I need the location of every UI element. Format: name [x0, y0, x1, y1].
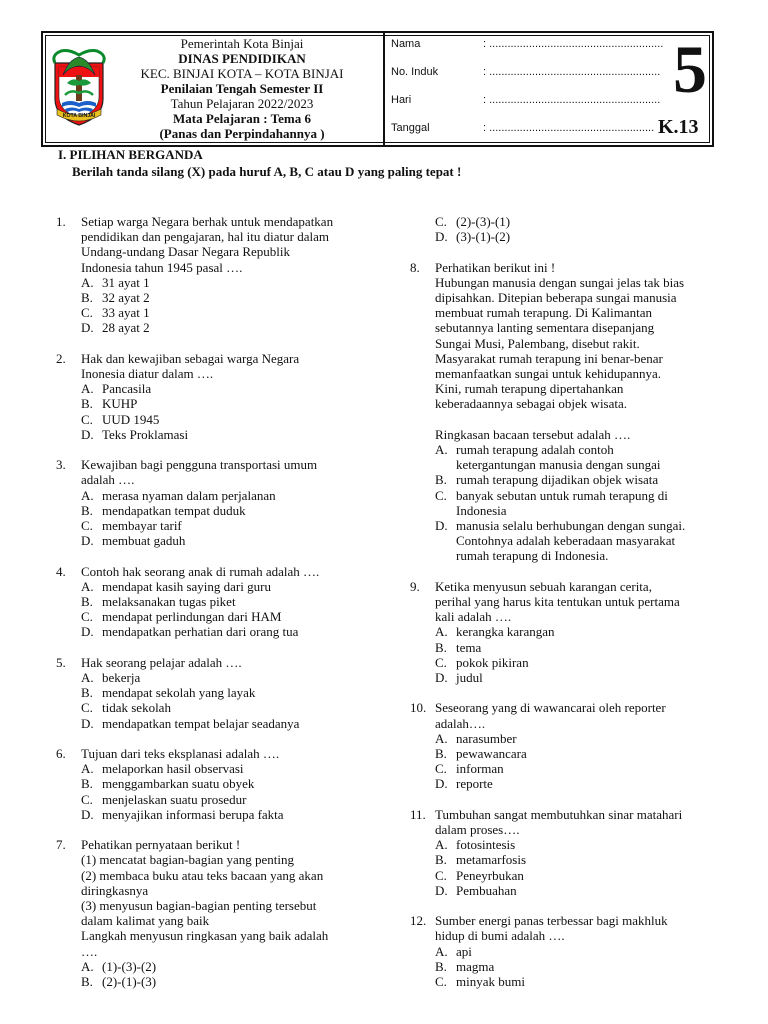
question-number: 9. [410, 578, 420, 594]
question-item [410, 579, 740, 685]
option-text: melaksanakan tugas piket [102, 594, 236, 610]
section-title: I. PILIHAN BERGANDA [58, 147, 203, 162]
option-text: reporte [456, 776, 493, 792]
option-letter: B. [435, 852, 447, 868]
question-number: 12. [410, 913, 427, 929]
option-text: (2)-(3)-(1) [456, 214, 511, 229]
question-text-line: Seseorang yang di wawancarai oleh reporter [435, 700, 666, 716]
answer-option[interactable] [81, 412, 386, 427]
answer-option[interactable] [81, 381, 386, 396]
question-text-line: Ketika menyusun sebuah karangan cerita, [435, 578, 652, 594]
exam-header [41, 31, 714, 147]
name-label: Nama [391, 38, 421, 50]
question-text-line: adalah …. [81, 472, 135, 488]
question-item [410, 260, 740, 564]
question-number: 3. [56, 457, 66, 473]
option-letter: B. [435, 746, 447, 762]
answer-option[interactable] [435, 442, 740, 472]
option-letter: D. [435, 882, 448, 898]
question-text-line: Tujuan dari teks eksplanasi adalah …. [81, 746, 280, 762]
option-letter: D. [81, 715, 94, 731]
question-text-line: sebutannya lanting sementara disepanjang [435, 320, 655, 336]
answer-option[interactable] [81, 609, 386, 624]
option-letter: A. [435, 730, 448, 746]
answer-option[interactable] [435, 959, 740, 974]
question-text-line: Kewajiban bagi pengguna transportasi umum [81, 457, 318, 473]
question-item [56, 457, 386, 548]
answer-option[interactable] [81, 594, 386, 609]
question-text-line: dipisahkan. Ditepian beberapa sungai manusia [435, 290, 677, 305]
option-text: KUHP [102, 396, 138, 412]
option-letter: C. [81, 700, 93, 716]
option-text: 32 ayat 2 [102, 290, 150, 306]
answer-option[interactable] [81, 579, 386, 594]
answer-option[interactable] [81, 290, 386, 305]
option-text: pokok pikiran [456, 654, 529, 670]
answer-option[interactable] [435, 868, 740, 883]
option-text: Peneyrbukan [456, 867, 524, 883]
question-item [410, 700, 740, 791]
answer-option[interactable] [435, 488, 740, 518]
answer-option[interactable] [435, 472, 740, 487]
question-number: 1. [56, 214, 66, 229]
city-emblem-icon [49, 47, 109, 127]
option-letter: B. [81, 685, 93, 701]
answer-option[interactable] [435, 776, 740, 791]
answer-option[interactable] [81, 396, 386, 411]
option-text: rumah terapung dijadikan objek wisata [456, 472, 659, 488]
answer-option[interactable] [81, 275, 386, 290]
question-body [435, 700, 740, 791]
option-text: UUD 1945 [102, 411, 160, 427]
option-letter: A. [435, 624, 448, 640]
option-text: Pancasila [102, 381, 152, 397]
question-text-line: (2) membaca buku atau teks bacaan yang akan [81, 867, 324, 883]
option-letter: C. [435, 654, 447, 670]
option-text: 28 ayat 2 [102, 320, 150, 336]
question-text-line: Contoh hak seorang anak di rumah adalah …. [81, 563, 320, 579]
answer-option[interactable] [435, 837, 740, 852]
option-text: 33 ayat 1 [102, 305, 150, 321]
academic-year: Tahun Pelajaran 2022/2023 [170, 96, 314, 111]
answer-option[interactable] [435, 640, 740, 655]
question-body [435, 260, 740, 564]
date-value[interactable]: : ...................................................... [483, 122, 655, 134]
option-text: manusia selalu berhubungan dengan sungai. Contohnya adalah keberadaan masyarakat rumah terapung di Indonesia. [456, 518, 686, 564]
option-text: menjelaskan suatu prosedur [102, 791, 247, 807]
option-text: judul [456, 670, 483, 686]
question-text-line: dalam proses…. [435, 822, 520, 838]
option-text: narasumber [456, 730, 517, 746]
option-text: mendapat kasih saying dari guru [102, 578, 271, 594]
option-letter: D. [81, 624, 94, 640]
department-line: DINAS PENDIDIKAN [178, 51, 306, 66]
question-number: 11. [410, 806, 426, 822]
answer-option[interactable] [435, 761, 740, 776]
option-letter: A. [81, 274, 94, 290]
option-letter: A. [435, 837, 448, 853]
option-text: mendapatkan tempat duduk [102, 502, 246, 518]
answer-option[interactable] [435, 518, 740, 564]
option-text: pewawancara [456, 746, 527, 762]
option-letter: D. [81, 320, 94, 336]
question-text-line: (3) menyusun bagian-bagian penting tersebut [81, 898, 317, 914]
answer-option[interactable] [435, 746, 740, 761]
option-text: membuat gaduh [102, 533, 186, 549]
option-text: (3)-(1)-(2) [456, 229, 511, 245]
question-item [56, 351, 386, 442]
question-text-line: Setiap warga Negara berhak untuk mendapatkan [81, 214, 334, 229]
question-body [435, 214, 740, 244]
question-number: 10. [410, 700, 427, 716]
option-letter: D. [435, 518, 448, 534]
question-text-line: memanfaatkan sungai untuk kehidupannya. [435, 366, 661, 382]
question-text-line: Inonesia diatur dalam …. [81, 366, 214, 382]
question-text-line: membuat rumah terapung. Di Kalimantan [435, 305, 652, 321]
question-body [81, 837, 386, 989]
theme-line: (Panas dan Perpindahannya ) [159, 126, 325, 141]
option-text: rumah terapung adalah contoh ketergantungan manusia dengan sungai [456, 442, 661, 473]
government-line: Pemerintah Kota Binjai [180, 36, 304, 51]
option-text: magma [456, 958, 495, 974]
question-text-line: keberadaannya sebagai objek wisata. [435, 396, 628, 412]
question-body [435, 579, 740, 685]
answer-option[interactable] [81, 488, 386, 503]
question-text-line: pendidikan dan pengajaran, hal itu diatur dalam [81, 229, 329, 245]
answer-option[interactable] [81, 974, 386, 989]
question-text-line: Pehatikan pernyataan berikut ! [81, 837, 241, 853]
question-text-line: …. [81, 943, 98, 959]
option-letter: D. [435, 776, 448, 792]
option-letter: D. [81, 533, 94, 549]
option-letter: D. [435, 670, 448, 686]
question-text-line: Ringkasan bacaan tersebut adalah …. [435, 426, 631, 442]
subject-line: Mata Pelajaran : Tema 6 [173, 111, 311, 126]
option-letter: C. [81, 518, 93, 534]
question-text-line: Perhatikan berikut ini ! [435, 259, 556, 275]
option-text: Pembuahan [456, 882, 517, 898]
option-text: fotosintesis [456, 837, 516, 853]
question-item [410, 214, 740, 244]
answer-option[interactable] [435, 214, 740, 229]
option-letter: A. [81, 761, 94, 777]
answer-option[interactable] [81, 518, 386, 533]
option-text: membayar tarif [102, 518, 182, 534]
answer-option[interactable] [81, 685, 386, 700]
question-text-line: perihal yang harus kita tentukan untuk pertama [435, 594, 680, 610]
student-identity [387, 33, 712, 145]
option-letter: C. [435, 761, 447, 777]
question-text-line: Langkah menyusun ringkasan yang baik adalah [81, 928, 329, 944]
option-letter: B. [81, 502, 93, 518]
option-text: Teks Proklamasi [102, 426, 189, 442]
question-body [81, 564, 386, 640]
option-text: menyajikan informasi berupa fakta [102, 806, 284, 822]
option-letter: B. [81, 594, 93, 610]
option-letter: A. [81, 958, 94, 974]
option-letter: C. [435, 487, 447, 503]
answer-option[interactable] [81, 670, 386, 685]
option-letter: C. [435, 214, 447, 229]
option-text: tidak sekolah [102, 700, 171, 716]
question-text-line: Hubungan manusia dengan sungai jelas tak bias [435, 274, 685, 290]
option-text: mendapatkan tempat belajar seadanya [102, 715, 300, 731]
question-text-line: Sumber energi panas terbessar bagi makhluk [435, 913, 668, 929]
answer-option[interactable] [81, 807, 386, 822]
question-text-line: Masyarakat rumah terapung ini benar-benar [435, 350, 663, 366]
answer-option[interactable] [435, 624, 740, 639]
institution-lines [103, 36, 381, 141]
answer-option[interactable] [435, 655, 740, 670]
option-letter: D. [81, 426, 94, 442]
answer-option[interactable] [81, 700, 386, 715]
question-number: 4. [56, 563, 66, 579]
question-number: 7. [56, 837, 66, 853]
answer-option[interactable] [81, 776, 386, 791]
class-number: 5 [673, 31, 707, 107]
question-item [410, 913, 740, 989]
curriculum-code: K.13 [658, 116, 699, 138]
option-letter: B. [81, 290, 93, 306]
option-letter: C. [435, 867, 447, 883]
option-text: melaporkan hasil observasi [102, 761, 244, 777]
option-text: bekerja [102, 670, 141, 686]
answer-option[interactable] [435, 670, 740, 685]
day-label: Hari [391, 94, 412, 106]
option-letter: C. [81, 791, 93, 807]
section-instruction: Berilah tanda silang (X) pada huruf A, B, C atau D yang paling tepat ! [72, 164, 462, 179]
day-value[interactable]: : ........................................................ [483, 94, 661, 106]
option-text: mendapat sekolah yang layak [102, 685, 256, 701]
answer-option[interactable] [81, 624, 386, 639]
option-letter: D. [435, 229, 448, 245]
svg-text:KOTA BINJAI: KOTA BINJAI [62, 113, 96, 119]
question-text-line: Hak seorang pelajar adalah …. [81, 654, 242, 670]
answer-option[interactable] [435, 883, 740, 898]
question-item [56, 837, 386, 989]
option-letter: C. [81, 411, 93, 427]
option-letter: B. [435, 639, 447, 655]
option-letter: B. [435, 472, 447, 488]
question-item [56, 655, 386, 731]
option-text: metamarfosis [456, 852, 527, 868]
option-text: tema [456, 639, 482, 655]
option-text: informan [456, 761, 504, 777]
question-text-line: (1) mencatat bagian-bagian yang penting [81, 852, 294, 868]
answer-option[interactable] [435, 974, 740, 989]
option-text: kerangka karangan [456, 624, 555, 640]
question-item [56, 214, 386, 336]
option-text: banyak sebutan untuk rumah terapung di Indonesia [456, 487, 668, 518]
option-letter: A. [81, 670, 94, 686]
answer-option[interactable] [435, 852, 740, 867]
option-letter: C. [435, 974, 447, 990]
option-letter: A. [435, 442, 448, 458]
student-id-label: No. Induk [391, 66, 439, 78]
option-letter: B. [81, 396, 93, 412]
answer-option[interactable] [435, 731, 740, 746]
question-body [435, 807, 740, 898]
header-institution [43, 33, 385, 145]
option-letter: A. [81, 381, 94, 397]
option-text: api [456, 943, 472, 959]
option-text: (1)-(3)-(2) [102, 958, 157, 974]
option-letter: C. [81, 305, 93, 321]
question-text-line: diringkasnya [81, 882, 149, 898]
question-body [81, 351, 386, 442]
question-body [435, 913, 740, 989]
questions-right-column [410, 214, 740, 1004]
question-number: 2. [56, 350, 66, 366]
answer-option[interactable] [81, 792, 386, 807]
option-letter: A. [435, 943, 448, 959]
option-text: 31 ayat 1 [102, 274, 150, 290]
question-body [81, 746, 386, 822]
question-number: 8. [410, 259, 420, 275]
option-letter: A. [81, 578, 94, 594]
student-id-value[interactable]: : ........................................................ [483, 66, 661, 78]
question-text-line: hidup di bumi adalah …. [435, 928, 565, 944]
question-text-line: adalah…. [435, 715, 486, 731]
date-label: Tanggal [391, 122, 430, 134]
answer-option[interactable] [81, 320, 386, 335]
question-number: 6. [56, 746, 66, 762]
question-text-line: Hak dan kewajiban sebagai warga Negara [81, 350, 300, 366]
answer-option[interactable] [81, 761, 386, 776]
name-value[interactable]: : ......................................................... [483, 38, 664, 50]
question-text-line: Undang-undang Dasar Negara Republik [81, 244, 291, 260]
question-text-line: kali adalah …. [435, 609, 512, 625]
answer-option[interactable] [81, 959, 386, 974]
question-text-line: Tumbuhan sangat membutuhkan sinar matahari [435, 806, 683, 822]
question-text-line: dalam kalimat yang baik [81, 913, 210, 929]
answer-option[interactable] [81, 533, 386, 548]
question-item [56, 564, 386, 640]
answer-option[interactable] [435, 229, 740, 244]
option-text: menggambarkan suatu obyek [102, 776, 255, 792]
question-text-line [435, 412, 740, 427]
answer-option[interactable] [435, 944, 740, 959]
question-number: 5. [56, 654, 66, 670]
answer-option[interactable] [81, 716, 386, 731]
option-text: minyak bumi [456, 974, 525, 990]
exam-title: Penilaian Tengah Semester II [160, 81, 324, 96]
questions-left-column [56, 214, 386, 1004]
option-text: mendapat perlindungan dari HAM [102, 609, 282, 625]
option-letter: C. [81, 609, 93, 625]
option-letter: B. [435, 958, 447, 974]
option-letter: B. [81, 974, 93, 990]
question-text-line: Indonesia tahun 1945 pasal …. [81, 259, 243, 275]
question-text-line: Sungai Musi, Palembang, disebut rakit. [435, 335, 640, 351]
answer-option[interactable] [81, 305, 386, 320]
question-body [81, 457, 386, 548]
answer-option[interactable] [81, 503, 386, 518]
question-item [410, 807, 740, 898]
option-letter: B. [81, 776, 93, 792]
option-text: merasa nyaman dalam perjalanan [102, 487, 276, 503]
option-text: (2)-(1)-(3) [102, 974, 157, 990]
question-body [81, 655, 386, 731]
question-item [56, 746, 386, 822]
question-text-line: Kini, rumah terapung dipertahankan [435, 381, 624, 397]
question-body [81, 214, 386, 336]
district-line: KEC. BINJAI KOTA – KOTA BINJAI [140, 66, 344, 81]
option-text: mendapatkan perhatian dari orang tua [102, 624, 299, 640]
option-letter: D. [81, 806, 94, 822]
option-letter: A. [81, 487, 94, 503]
answer-option[interactable] [81, 427, 386, 442]
